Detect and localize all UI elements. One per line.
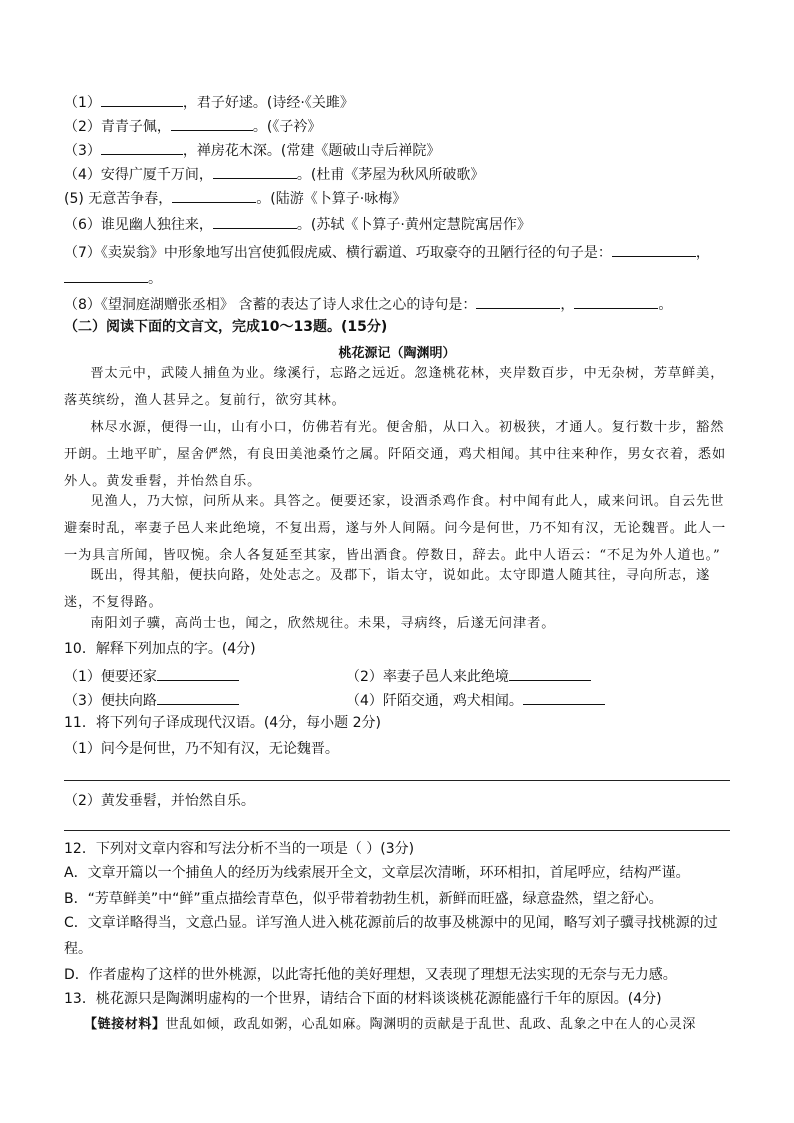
punctuation: ， <box>560 297 575 313</box>
section-heading: （二）阅读下面的文言文，完成10～13题。(15分) <box>64 319 388 335</box>
item-text: （3）便扶向路 <box>64 693 157 709</box>
item-text: （4）阡陌交通，鸡犬相闻。 <box>346 693 523 709</box>
item-source: 。(杜甫《茅屋为秋风所破歌》 <box>296 167 485 183</box>
option-d: D．作者虚构了这样的世外桃源，以此寄托他的美好理想，又表现了理想无法实现的无奈与无力感。 <box>64 967 677 983</box>
item-text: （6）谁见幽人独往来， <box>64 217 213 233</box>
item-text: ，禅房花木深。(常建《题破山寺后禅院》 <box>182 143 441 159</box>
option-b: B．“芳草鲜美”中“鲜”重点描绘青草色，似乎带着勃勃生机，新鲜而旺盛，绿意盎然，望之舒心。 <box>64 891 663 907</box>
material-tag: 【链接材料】 <box>84 1017 166 1032</box>
answer-blank[interactable] <box>64 268 148 283</box>
item-text: （4）安得广厦千万间， <box>64 167 213 183</box>
fill-in-item-1 <box>64 92 354 112</box>
question-11-title: 11．将下列句子译成现代汉语。(4分，每小题 2分) <box>64 715 382 731</box>
fill-in-item-5 <box>64 188 406 208</box>
fill-in-item-6 <box>64 214 531 234</box>
passage-paragraph: 林尽水源，便得一山，山有小口，仿佛若有光。便舍船，从口入。初极狭，才通人。复行数十步，豁然开朗。土地平旷，屋舍俨然，有良田美池桑竹之属。阡陌交通，鸡犬相闻。其中往来种作，男女衣着，悉如外人。黄发垂髫，并怡然自乐。 <box>64 420 727 489</box>
fill-in-item-2 <box>64 116 321 136</box>
answer-blank[interactable] <box>171 116 253 131</box>
answer-blank[interactable] <box>476 294 560 309</box>
answer-blank[interactable] <box>612 242 696 257</box>
question-10-item-3 <box>64 690 239 710</box>
answer-blank[interactable] <box>157 690 239 705</box>
item-text: （2）青青子佩， <box>64 119 171 135</box>
passage-title: 桃花源记（陶渊明） <box>338 346 456 361</box>
answer-blank[interactable] <box>172 188 256 203</box>
item-number: （3） <box>64 143 101 159</box>
item-text: （8）《望洞庭湖赠张丞相》 含蓄的表达了诗人求仕之心的诗句是： <box>64 297 477 313</box>
passage-paragraph: 南阳刘子骥，高尚士也，闻之，欣然规往。未果，寻病终，后遂无问津者。 <box>90 616 556 631</box>
punctuation: 。 <box>148 271 162 287</box>
item-text: (5) 无意苦争春， <box>64 191 173 207</box>
punctuation: 。 <box>658 297 673 313</box>
passage-paragraph: 见渔人，乃大惊，问所从来。具答之。便要还家，设酒杀鸡作食。村中闻有此人，咸来问讯。自云先世避秦时乱，率妻子邑人来此绝境，不复出焉，遂与外人间隔。问今是何世，乃不知有汉，无论魏晋。此人一一为具言所闻，皆叹惋。余人各复延至其家，皆出酒食。停数日，辞去。此中人语云：“不足为外人道也。” <box>64 494 727 563</box>
item-source: 。(苏轼《卜算子·黄州定慧院寓居作》 <box>296 217 531 233</box>
item-text: （7）《卖炭翁》中形象地写出宫使狐假虎威、横行霸道、巧取豪夺的丑陋行径的句子是： <box>64 245 612 261</box>
answer-blank[interactable] <box>101 140 183 155</box>
item-text: （1）便要还家 <box>64 669 157 685</box>
passage-paragraph: 既出，得其船，便扶向路，处处志之。及郡下，诣太守，说如此。太守即遣人随其往，寻向所志，遂迷，不复得路。 <box>64 568 711 610</box>
fill-in-item-8 <box>64 294 672 314</box>
question-11-sentence-2: （2）黄发垂髫，并怡然自乐。 <box>64 793 255 809</box>
fill-in-item-7-cont <box>64 268 162 288</box>
answer-blank[interactable] <box>523 690 605 705</box>
answer-blank[interactable] <box>101 92 183 107</box>
fill-in-item-4 <box>64 164 484 184</box>
fill-in-item-3 <box>64 140 440 160</box>
answer-line[interactable] <box>64 780 730 781</box>
answer-blank[interactable] <box>213 214 297 229</box>
item-source: 。(《子衿》 <box>252 119 322 135</box>
answer-blank[interactable] <box>213 164 297 179</box>
question-10-item-1 <box>64 666 239 686</box>
option-a: A．文章开篇以一个捕鱼人的经历为线索展开全文，文章层次清晰，环环相扣，首尾呼应，结构严谨。 <box>64 865 690 881</box>
passage-paragraph: 晋太元中，武陵人捕鱼为业。缘溪行，忘路之远近。忽逢桃花林，夹岸数百步，中无杂树，芳草鲜美，落英缤纷，渔人甚异之。复前行，欲穷其林。 <box>64 366 725 408</box>
answer-blank[interactable] <box>574 294 658 309</box>
item-source: 。(陆游《卜算子·咏梅》 <box>256 191 407 207</box>
question-12-title: 12．下列对文章内容和写法分析不当的一项是（ ）(3分) <box>64 841 415 857</box>
linked-material <box>84 1016 696 1034</box>
item-number: （1） <box>64 95 101 111</box>
question-10-title: 10．解释下列加点的字。(4分) <box>64 641 256 657</box>
answer-blank[interactable] <box>509 666 591 681</box>
option-c-cont: 程。 <box>64 941 92 957</box>
question-10-item-2 <box>346 666 591 686</box>
item-text: （2）率妻子邑人来此绝境 <box>346 669 509 685</box>
option-c: C．文章详略得当，文意凸显。详写渔人进入桃花源前后的故事及桃源中的见闻，略写刘子骥寻找桃源的过 <box>64 915 718 931</box>
fill-in-item-7 <box>64 242 710 262</box>
question-13-title: 13．桃花源只是陶渊明虚构的一个世界，请结合下面的材料谈谈桃花源能盛行千年的原因。(4分) <box>64 991 662 1007</box>
answer-blank[interactable] <box>157 666 239 681</box>
punctuation: ， <box>695 245 710 261</box>
question-11-sentence-1: （1）问今是何世，乃不知有汉，无论魏晋。 <box>64 741 339 757</box>
material-text: 世乱如倾，政乱如粥，心乱如麻。陶渊明的贡献是于乱世、乱政、乱象之中在人的心灵深 <box>165 1017 697 1032</box>
item-text: ，君子好逑。(诗经·《关雎》 <box>182 95 354 111</box>
question-10-item-4 <box>346 690 605 710</box>
answer-line[interactable] <box>64 830 730 831</box>
